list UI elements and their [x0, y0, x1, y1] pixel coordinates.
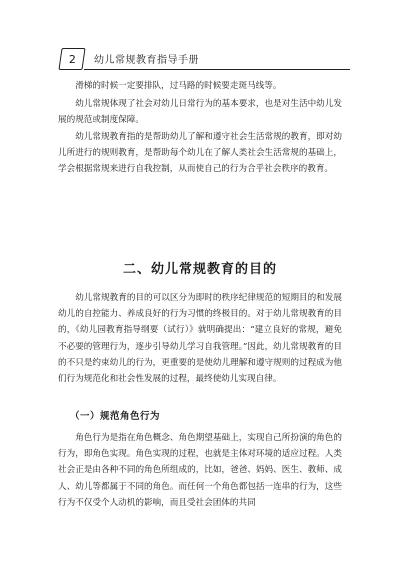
- intro-block: [58, 78, 342, 177]
- subsection-paragraph-1: 角色行为是指在角色概念、角色期望基础上，实现自己所扮演的角色的行为，即角色实现。角色实现的过程，也就是主体对环境的适应过程。人类社会正是由各种不同的角色所组成的，比如，爸爸、妈妈、医生、教师、成人、幼儿等都属于不同的角色。而任何一个角色都包括一连串的行为，这些行为不仅受个人动机的影响，而且受社会团体的共同: [58, 433, 342, 508]
- page-number-badge: [58, 48, 85, 70]
- section-heading: 二、幼儿常规教育的目的: [122, 262, 277, 277]
- running-title: 幼儿常规教育指导手册: [94, 55, 199, 66]
- section-body: [58, 290, 342, 387]
- intro-paragraph-1: 幼儿常规体现了社会对幼儿日常行为的基本要求，也是对生活中幼儿发展的规范或制度保障。: [58, 99, 342, 126]
- intro-continued-line: 滑梯的时候一定要排队，过马路的时候要走斑马线等。: [75, 81, 282, 91]
- subsection-heading: （一）规范角色行为: [70, 411, 161, 422]
- section-paragraph-1: 幼儿常规教育的目的可以区分为即时的秩序纪律规范的短期目的和发展幼儿的自控能力、养成良好的行为习惯的终极目的。对于幼儿常规教育的目的，《幼儿园教育指导纲要（试行）》就明确提出：“建立良好的常规，避免不必要的管理行为，逐步引导幼儿学习自我管理。”因此，幼儿常规教育的目的不只是约束幼儿的行为，更重要的是使幼儿理解和遵守规则的过程成为他们行为规范化和社会性发展的过程，最终使幼儿实现自律。: [58, 293, 342, 385]
- subsection-body: [58, 430, 342, 511]
- intro-paragraph-2: 幼儿常规教育指的是帮助幼儿了解和遵守社会生活常规的教育，即对幼儿所进行的规则教育，是帮助每个幼儿在了解人类社会生活常规的基础上，学会根据常规来进行自我控制，从而使自己的行为合乎社会秩序的教育。: [58, 131, 342, 175]
- page-number: 2: [68, 52, 76, 66]
- page-header: [60, 48, 350, 70]
- header-rule: [84, 69, 350, 70]
